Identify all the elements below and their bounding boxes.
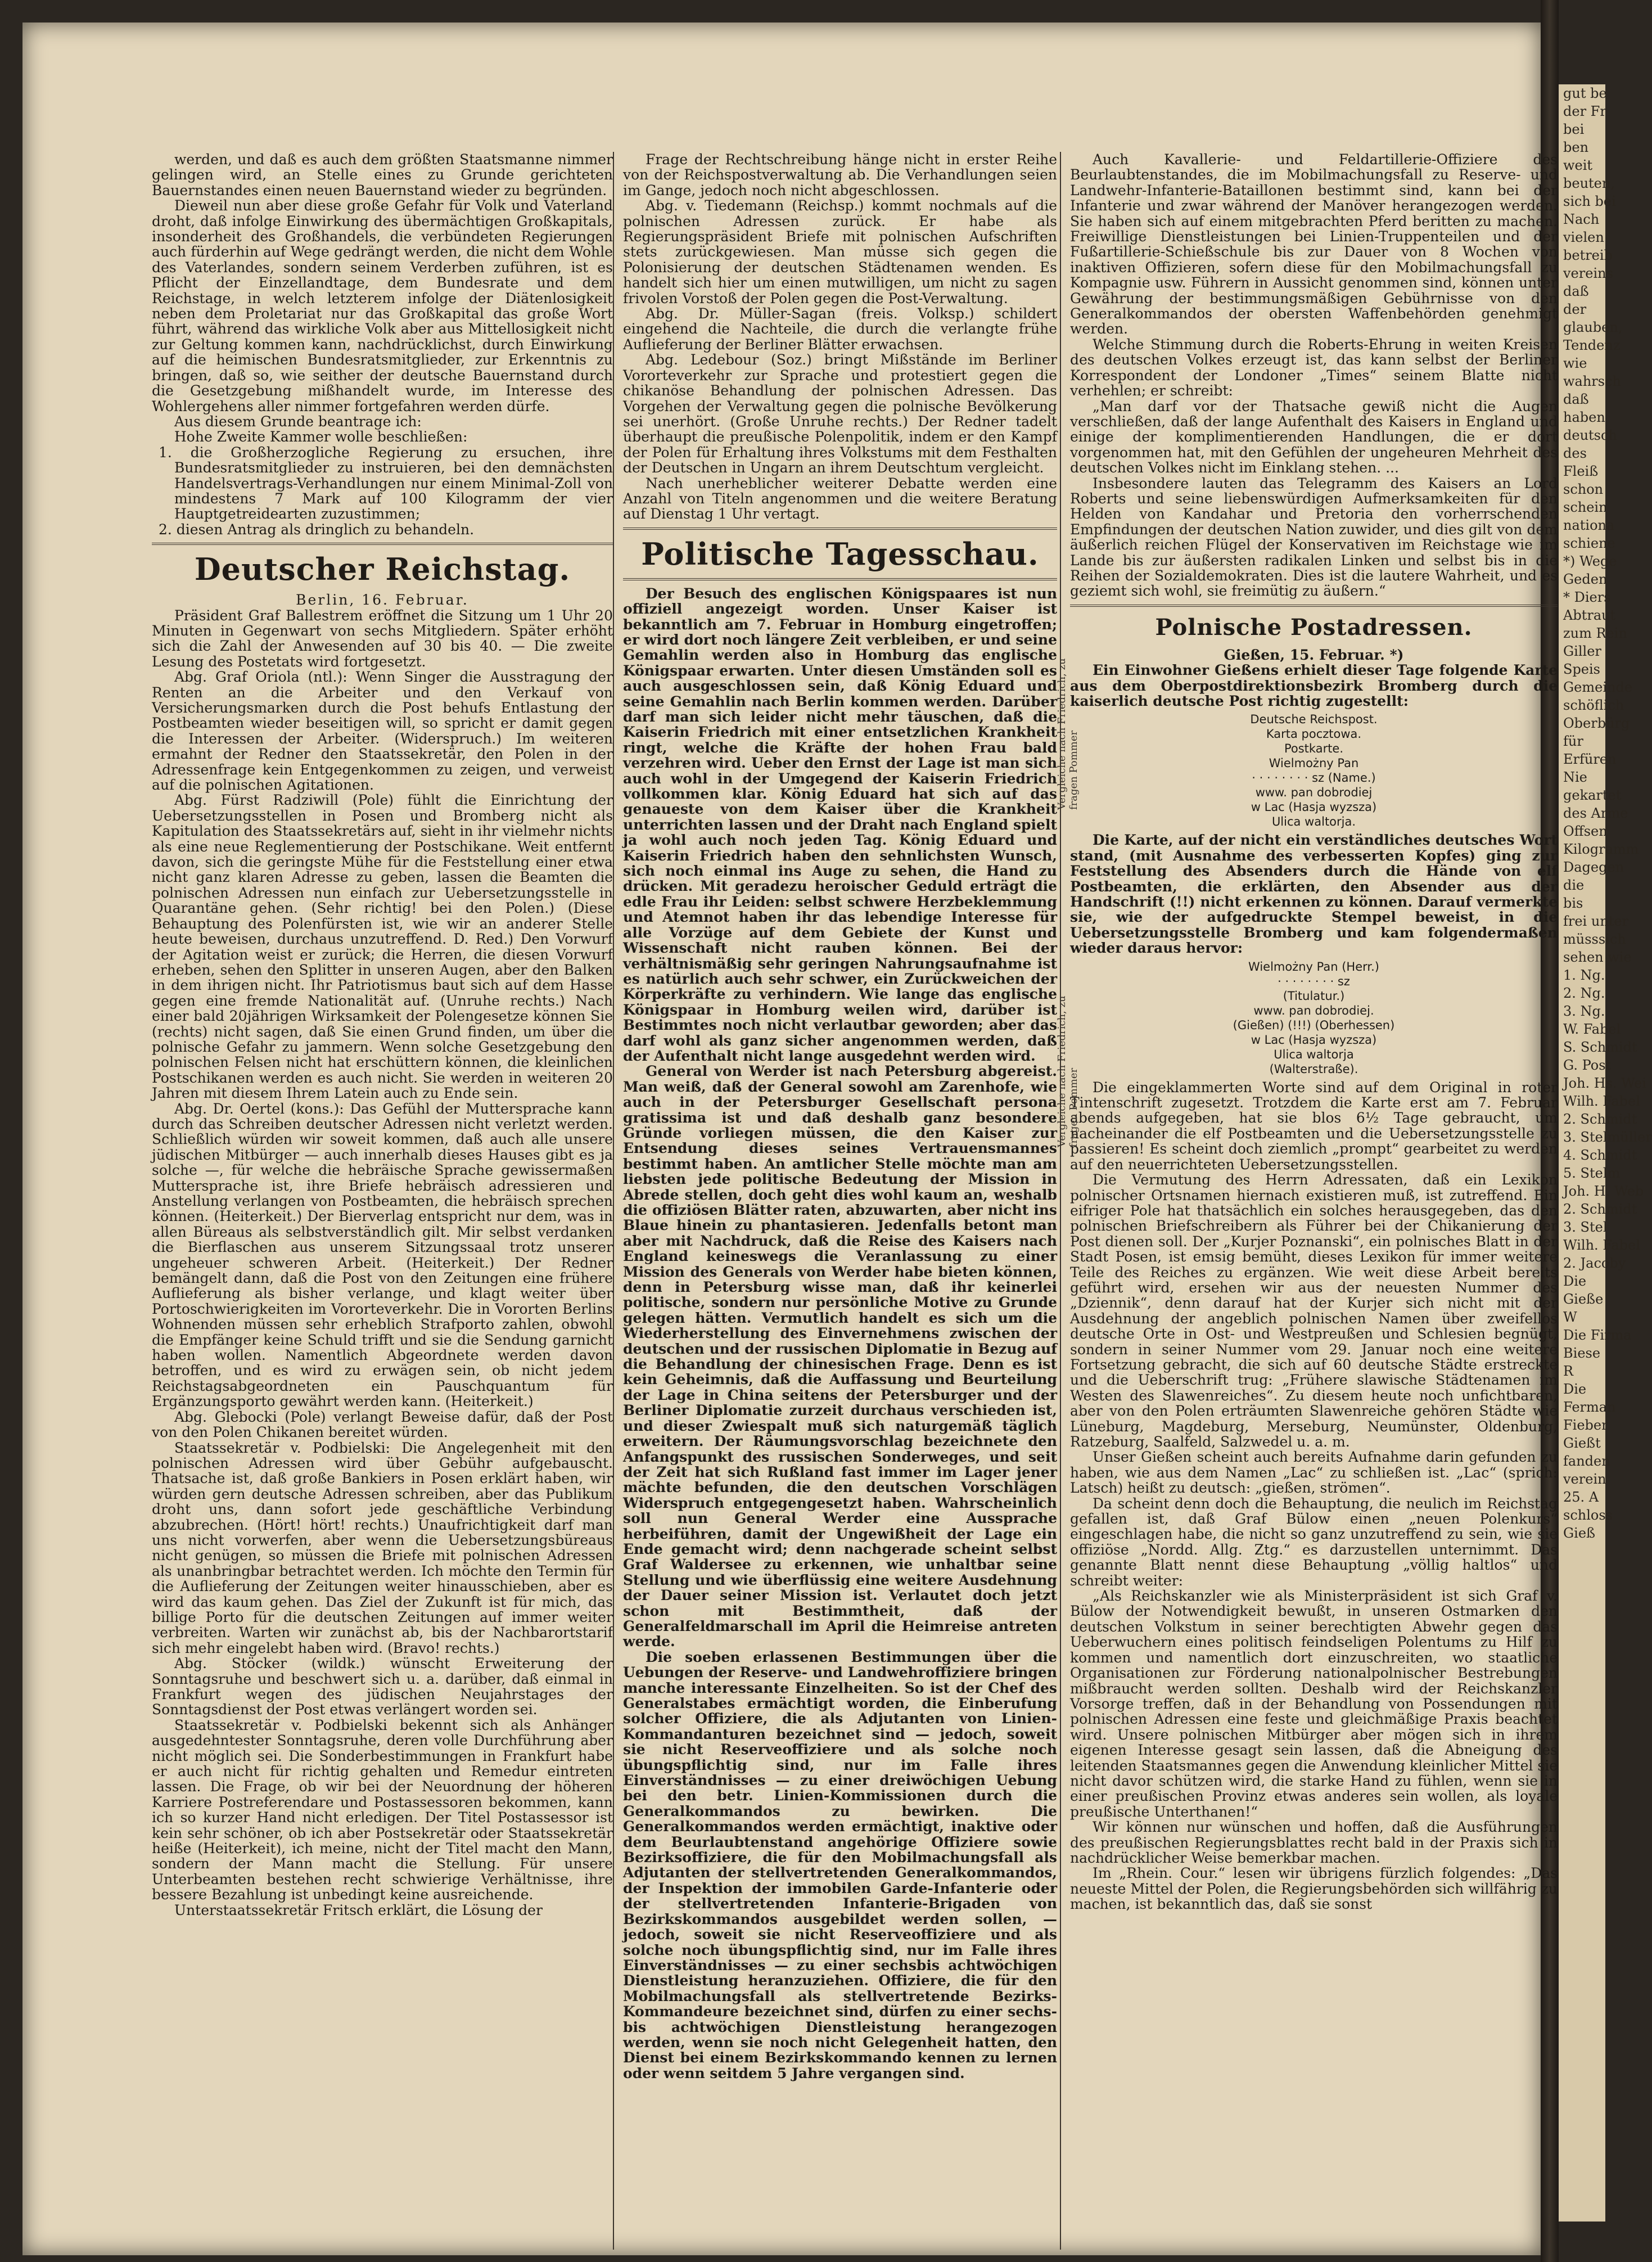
article-paragraph: Abg. Fürst Radziwill (Pole) fühlt die Einrichtung der Uebersetzungsstellen in Posen und Bromberg nicht als Kapitulation des Staatssekretärs auf, sieht in ihr vielmehr nichts als eine neue Reglementierung der Postschikane. Weit entfernt davon, sich die geringste Mühe für die Feststellung einer etwa nicht ganz klaren Adresse zu geben, lassen die Beamten die polnischen Adressen nun einfach zur Uebersetzungsstelle in Quarantäne gehen. (Sehr richtig! bei den Polen.) (Diese Behauptung des Polenfürsten ist, wie wir an anderer Stelle heute beweisen, durchaus unzutreffend. D. Red.) Den Vorwurf der Agitation weist er zurück; die Herren, die diesen Vorwurf erheben, sehen den Splitter in unseren Augen, aber den Balken in dem ihrigen nicht. Ihr Patriotismus baut sich auf dem Hasse gegen eine fremde Nationalität auf. (Unruhe rechts.) Nach einer bald 20jährigen Wirksamkeit der Polengesetze können Sie (rechts) nicht sagen, daß Sie einen Grund finden, um über die polnische Gefahr zu jammern. Wenn solche Gesetzgebung den polnischen Felsen nicht hat erschüttern können, die kleinlichen Postschikanen werden es auch nicht. Sie werden in weiteren 20 Jahren mit diesem Ihrem Latein auch zu Ende sein. [152, 792, 613, 1102]
adjacent-page-fragment: Joh. Hs. Wei [1563, 1075, 1646, 1091]
adjacent-page-fragment: daß [1563, 391, 1589, 407]
adjacent-page-fragment: schiene [1563, 535, 1615, 551]
postcard-line: (Gießen) (!!!) (Oberhessen) [1233, 1018, 1395, 1032]
column-1 [152, 152, 613, 2250]
adjacent-page-fragment: glauben, [1563, 319, 1623, 335]
adjacent-page-fragment: vereins [1563, 265, 1613, 281]
article-paragraph: Insbesondere lauten das Telegramm des Kaisers an Lord Roberts und seine liebenswürdigen Aufmerksamkeiten für den Helden von Kandahar und Pretoria den vorherrschenden Empfindungen der deutschen Nation zuwider, und dies gilt von dem äußerlich reichen Flügel der Konservativen im Reichstage wie im Lande bis zur äußersten radikalen Linken und selbst bis in die Reihen der Sozialdemokraten. Dies ist die lautere Wahrheit, und es geziemt sich wohl, sie freimütig zu äußern.“ [1070, 475, 1558, 600]
adjacent-page-fragment: Gieße [1563, 1291, 1604, 1307]
adjacent-page-fragment: Die Firma [1563, 1327, 1632, 1343]
adjacent-page-fragment: daß [1563, 283, 1589, 299]
adjacent-page-fragment: R [1563, 1363, 1574, 1379]
article-paragraph: Die eingeklammerten Worte sind auf dem Original in roter Tintenschrift zugesetzt. Trotzdem die Karte erst am 7. Februar abends aufgegeben, hat sie blos 6½ Tage gebraucht, um nacheinander die elf Postbeamten und die Uebersetzungsstelle zu passieren! Es scheint doch ziemlich „prompt“ gearbeitet zu werden auf den neuerrichteten Uebersetzungsstellen. [1070, 1079, 1558, 1173]
article-paragraph: „Als Reichskanzler wie als Ministerpräsident ist sich Graf v. Bülow der Notwendigkeit bewußt, in unseren Ostmarken den deutschen Volkstum in seiner berechtigten Abwehr gegen das Ueberwuchern eines politisch feindseligen Polentums zu Hilf zu kommen und namentlich dort einzuschreiten, wo staatliche Organisationen zur Förderung nationalpolnischer Bestrebungen mißbraucht werden sollten. Deshalb wird der Reichskanzler Vorsorge treffen, daß in der Behandlung von Possendungen mit polnischen Adressen eine feste und gleichmäßige Praxis beachtet wird. Unsere polnischen Mitbürger aber mögen sich in ihrem eigenen Interesse gesagt sein lassen, daß die Abneigung des leitenden Staatsmannes gegen die Anwendung kleinlicher Mittel sie nicht davor schützen wird, die starke Hand zu fühlen, wenn sie in einer preußischen Provinz etwas anderes sein wollen, als loyale preußische Unterthanen!“ [1070, 1588, 1558, 1820]
article-paragraph: Auch Kavallerie- und Feldartillerie-Offiziere des Beurlaubtenstandes, die im Mobilmachungsfall zu Reserve- und Landwehr-Infanterie-Bataillonen bestimmt sind, kann bei der Infanterie und zwar während der Manöver herangezogen werden. Sie haben sich auf einem mitgebrachten Pferd beritten zu machen. Freiwillige Dienstleistungen bei Linien-Truppenteilen und der Fußartillerie-Schießschule bis zur Dauer von 8 Wochen von inaktiven Offizieren, sofern diese für den Mobilmachungsfall zu Kompagnie usw. Führern in Aussicht genommen sind, können unter Gewährung der bestimmungsmäßigen Gebührnisse von den Generalkommandos der obersten Waffenbehörden genehmigt werden. [1070, 151, 1558, 337]
adjacent-page-fragment: 2. Ng. [1563, 985, 1605, 1001]
article-paragraph: Unterstaatssekretär Fritsch erklärt, die Lösung der [174, 1901, 543, 1918]
adjacent-page-fragment: Kilogramm [1563, 841, 1639, 857]
postcard-transcription-translated [1070, 959, 1558, 1076]
adjacent-page-fragment: müsssich [1563, 931, 1626, 947]
adjacent-page-fragment: Nie [1563, 769, 1587, 785]
adjacent-page-fragment: Dagegen [1563, 859, 1624, 875]
adjacent-page-fragment: bei [1563, 121, 1585, 137]
dateline: Gießen, 15. Februar. *) [1224, 646, 1404, 663]
adjacent-page-fragment: die [1563, 877, 1585, 893]
adjacent-page-fragment: gekartet [1563, 787, 1622, 803]
adjacent-page-fragment: haben [1563, 409, 1605, 425]
article-paragraph: Welche Stimmung durch die Roberts-Ehrung in weiten Kreisen des deutschen Volkes erzeugt ist, das kann selbst der Berliner Korrespondent der Londoner „Times“ seinem Blatte nicht verhehlen; er schreibt: [1070, 336, 1558, 399]
margin-stamp: Vergleiche nach Friedrich, zu fragen Pommer [1056, 995, 1080, 1147]
adjacent-page-fragment: 2. Schmidt [1563, 1111, 1637, 1127]
article-paragraph: Abg. Dr. Müller-Sagan (freis. Volksp.) schildert eingehend die Nachteile, die durch die verlangte frühe Auflieferung der Berliner Blätter erwachsen. [623, 305, 1057, 353]
adjacent-page-fragment: Abtraut [1563, 607, 1616, 623]
adjacent-page-fragment: Wilh. Fabel [1563, 1093, 1640, 1109]
adjacent-page-fragment: Offsen [1563, 823, 1608, 839]
newspaper-page [22, 22, 1558, 2255]
postcard-line: (Titulatur.) [1283, 989, 1345, 1003]
postcard-line: Deutsche Reichspost. [1250, 713, 1378, 727]
postcard-line: · · · · · · · · sz [1278, 974, 1350, 988]
adjacent-page-fragment: nationa [1563, 517, 1615, 533]
postcard-line: www. pan dobrodiej [1255, 786, 1373, 800]
postcard-line: w Lac (Hasja wyzsza) [1251, 1033, 1377, 1047]
article-paragraph: Unser Gießen scheint auch bereits Aufnahme darin gefunden zu haben, wie aus dem Namen „Lac“ zu schließen ist. „Lac“ (sprich: Latsch) heißt zu deutsch: „gießen, strömen“. [1070, 1449, 1558, 1497]
adjacent-page-fragment: 3. Stel [1563, 1219, 1608, 1235]
adjacent-page-fragment: Die [1563, 1273, 1587, 1289]
article-paragraph: Wir können nur wünschen und hoffen, daß die Ausführungen des preußischen Regierungsblattes recht bald in der Praxis sich in nachdrücklicher Weise bemerkbar machen. [1070, 1819, 1558, 1866]
adjacent-page-fragment: schon [1563, 481, 1604, 497]
section-rule [152, 543, 613, 545]
motion-list-item: 1. die Großherzogliche Regierung zu ersuchen, ihre Bundesratsmitglieder zu instruieren, bei den demnächsten Handelsvertrags-Verhandlungen nur einem Minimal-Zoll von mindestens 7 Mark auf 100 Kilogramm der vier Hauptgetreidearten zuzustimmen; [159, 444, 613, 522]
adjacent-page-fragment: vielen [1563, 229, 1604, 245]
adjacent-page-fragment: Fleiß [1563, 463, 1599, 479]
adjacent-page-fragment: gut be [1563, 85, 1607, 101]
adjacent-page-fragment: des [1563, 445, 1587, 461]
adjacent-page-fragment: 25. A [1563, 1489, 1599, 1505]
adjacent-page-fragment: W [1563, 1309, 1577, 1325]
adjacent-page-fragment: 3. Ng. [1563, 1003, 1605, 1019]
article-paragraph: Die Karte, auf der nicht ein verständliches deutsches Wort stand, (mit Ausnahme des verbesserten Kopfes) ging zur Feststellung des Absenders durch die Hände von elf Postbeamten, die erklärten, den Absender aus der Handschrift (!!) nicht erkennen zu können. Darauf vermerkte sie, wie der aufgedruckte Stempel beweist, in die Uebersetzungsstelle Bromberg und kam folgendermaßen wieder daraus hervor: [1070, 832, 1558, 957]
postcard-line: (Walterstraße). [1269, 1062, 1358, 1076]
section-rule [623, 578, 1057, 580]
adjacent-page-fragment: sich bei [1563, 193, 1616, 209]
postcard-line: Postkarte. [1284, 742, 1344, 756]
adjacent-page-fragment: Erfüren [1563, 751, 1617, 767]
adjacent-page-fragment: deutsch [1563, 427, 1617, 443]
adjacent-page-fragment: Die [1563, 1381, 1587, 1397]
section-heading-reichstag: Deutscher Reichstag. [194, 551, 571, 588]
postcard-line: Ulica waltorja. [1271, 815, 1356, 829]
section-rule [1070, 605, 1558, 607]
dateline: Berlin, 16. Februar. [296, 592, 469, 609]
adjacent-page-fragment: Fieber [1563, 1417, 1608, 1433]
adjacent-page-fragment: bis [1563, 895, 1583, 911]
adjacent-page-fragment: 3. Stelmüller [1563, 1129, 1652, 1145]
adjacent-page-fragment: für [1563, 733, 1583, 749]
adjacent-page-fragment: Biese [1563, 1345, 1601, 1361]
article-paragraph: Frage der Rechtschreibung hänge nicht in erster Reihe von der Reichspostverwaltung ab. Die Verhandlungen seien im Gange, jedoch noch nicht abgeschlossen. [623, 151, 1057, 199]
article-paragraph: Da scheint denn doch die Behauptung, die neulich im Reichstag gefallen ist, daß Graf Bülow einen „neuen Polenkurs“ eingeschlagen habe, die nicht so ganz unzutreffend zu sein, wie sie offiziöse „Nordd. Allg. Ztg.“ es darzustellen unternimmt. Das genannte Blatt nennt diese Behauptung „völlig haltlos“ und schreibt weiter: [1070, 1495, 1558, 1589]
article-paragraph: Nach unerheblicher weiterer Debatte werden eine Anzahl von Titeln angenommen und die weitere Beratung auf Dienstag 1 Uhr vertagt. [623, 475, 1057, 522]
adjacent-page-fragment: Tendenz [1563, 337, 1621, 353]
adjacent-page-fragment: G. Post [1563, 1057, 1612, 1073]
margin-stamp: Vergleiche nach Friedrich, zu fragen Pommer [1056, 658, 1080, 810]
adjacent-page-fragment: der [1563, 301, 1587, 317]
adjacent-page-fragment: Gemeinde [1563, 679, 1633, 695]
article-paragraph: Staatssekretär v. Podbielski: Die Angelegenheit mit den polnischen Adressen wird über Gebühr aufgebauscht. Thatsache ist, daß große Bankiers in Posen erklärt haben, wir würden gern deutsche Adressen schreiben, aber das Publikum droht uns, dann sofort jede geschäftliche Verbindung abzubrechen. (Hört! hört! rechts.) Unaufrichtigkeit darf man uns nicht vorwerfen, aber wenn die Uebersetzungsbüreaus nicht genügen, so müssen die Briefe mit polnischen Adressen als unanbringbar betrachtet werden. Ich möchte den Termin für die Auflieferung der Zeitungen weiter hinausschieben, aber es wird das kaum gehen. Das Ziel der Zukunft ist für mich, das billige Porto für die deutschen Zeitungen auf immer weiter verbreiten. Warten wir zunächst ab, bis der Nachbarortstarif sich mehr eingelebt haben wird. (Bravo! rechts.) [152, 1439, 613, 1656]
adjacent-page-fragment: Speis [1563, 661, 1600, 677]
adjacent-page-fragment: Joh. H. Web [1563, 1183, 1644, 1199]
adjacent-page-fragment: fanden [1563, 1453, 1610, 1469]
adjacent-page-fragment: wahrsch [1563, 373, 1621, 389]
article-paragraph: Ein Einwohner Gießens erhielt dieser Tage folgende Karte aus dem Oberpostdirektionsbezirk Bromberg durch die kaiserlich deutsche Post richtig zugestellt: [1070, 662, 1558, 709]
motion-list-item: 2. diesen Antrag als dringlich zu behandeln. [159, 521, 475, 538]
postcard-line: www. pan dobrodiej. [1253, 1003, 1374, 1017]
postcard-line: · · · · · · · · sz (Name.) [1252, 771, 1376, 785]
adjacent-page-fragment: Ferman [1563, 1399, 1616, 1415]
adjacent-page-fragment: zum Rein [1563, 625, 1627, 641]
article-paragraph: „Man darf vor der Thatsache gewiß nicht die Augen verschließen, daß der lange Aufenthalt des Kaisers in England und einige der komplimentierenden Handlungen, die er dort vorgenommen hat, mit den Gefühlen der ungeheuren Mehrheit des deutschen Volkes nicht im Einklang stehen. ... [1070, 398, 1558, 476]
article-paragraph: Abg. v. Tiedemann (Reichsp.) kommt nochmals auf die polnischen Adressen zurück. Er habe als Regierungspräsident Briefe mit polnischen Aufschriften stets zurückgewiesen. Man müsse sich gegen die Polonisierung der deutschen Städtenamen wenden. Es handelt sich hier um einen mutwilligen, um nicht zu sagen frivolen Vorstoß der Polen gegen die Post-Verwaltung. [623, 197, 1057, 307]
column-3 [1060, 152, 1558, 2250]
adjacent-page-fragment: schein [1563, 499, 1608, 515]
article-paragraph: Abg. Ledebour (Soz.) bringt Mißstände im Berliner Vororteverkehr zur Sprache und protestiert gegen die chikanöse Behandlung der polnischen Adressen. Das Vorgehen der Verwaltung gegen die polnische Bevölkerung sei unerhört. (Große Unruhe rechts.) Der Redner tadelt überhaupt die preußische Polenpolitik, indem er den Kampf der Polen für Erhaltung ihres Volkstums mit dem Festhalten der Deutschen in Ungarn an ihrem Deutschtum vergleicht. [623, 352, 1057, 476]
article-paragraph: Abg. Graf Oriola (ntl.): Wenn Singer die Ausstragung der Renten an die Arbeiter und den Verkauf von Versicherungsmarken durch die Post behufs Entlastung der Postbeamten wieder beseitigen will, so spricht er damit gegen die Interessen der Arbeiter. (Widerspruch.) Im weiteren ermahnt der Redner den Staatssekretär, den Polen in der Adressenfrage kein Entgegenkommen zu zeigen, und verweist auf die polnischen Agitationen. [152, 669, 613, 794]
adjacent-page-edge [1559, 84, 1652, 2222]
adjacent-page-fragment: der Fr [1563, 103, 1606, 119]
adjacent-page-fragment: ben [1563, 139, 1589, 155]
adjacent-page-fragment: Geden [1563, 571, 1608, 587]
adjacent-page-fragment: des Arme [1563, 805, 1628, 821]
adjacent-page-fragment: Oberbürg [1563, 715, 1630, 731]
adjacent-page-fragment: 2. Jacoby [1563, 1255, 1626, 1271]
adjacent-page-fragment: * Diers [1563, 589, 1611, 605]
adjacent-page-fragment: frei unter [1563, 913, 1629, 929]
section-heading-tagesschau: Politische Tagesschau. [641, 535, 1039, 572]
article-paragraph: Die Vermutung des Herrn Adressaten, daß ein Lexikon polnischer Ortsnamen hiernach existieren muß, ist zutreffend. Ein eifriger Pole hat thatsächlich ein solches herausgegeben, das den polnischen Briefschreibern als Führer bei der Chikanierung der Post dienen soll. Der „Kurjer Poznanski“, ein polnisches Blatt in der Stadt Posen, ist emsig bemüht, dieses Lexikon für immer weitere Teile des Reiches zu ergänzen. Wie weit diese Arbeit bereits geführt wird, ersehen wir aus der neuesten Nummer des „Dziennik“, denn darauf hat der Kurjer sich nicht mit der Ausdehnung der angeblich polnischen Namen über zweifellos deutsche Orte in Ost- und Westpreußen und Schlesien begnügt, sondern in seiner Nummer vom 29. Januar noch eine weitere Fortsetzung gebracht, die sich auf 60 deutsche Städte erstreckte und die Ueberschrift trug: „Frühere slawische Städtenamen im Westen des Slawenreiches“. Zu diesem heute noch unfichtbaren, aber von den Polen erträumten Slawenreiche gehören Städte wie Lüneburg, Magdeburg, Merseburg, Neumünster, Oldenburg, Ratzeburg, Saalfeld, Salzwedel u. a. m. [1070, 1171, 1558, 1450]
adjacent-page-fragment: beuten, [1563, 175, 1615, 191]
postcard-line: w Lac (Hasja wyzsza) [1251, 800, 1377, 814]
column-2 [613, 152, 1057, 2250]
article-paragraph: Präsident Graf Ballestrem eröffnet die Sitzung um 1 Uhr 20 Minuten in Gegenwart von sechs Mitgliedern. Später erhöht sich die Zahl der Anwesenden auf 30 bis 40. — Die zweite Lesung des Postetats wird fortgesetzt. [152, 607, 613, 670]
article-paragraph: Aus diesem Grunde beantrage ich: [174, 413, 422, 430]
postcard-line: Ulica waltorja [1274, 1047, 1354, 1061]
adjacent-page-fragment: weit [1563, 157, 1593, 173]
adjacent-page-fragment: wie [1563, 355, 1587, 371]
adjacent-page-fragment: Nach [1563, 211, 1600, 227]
adjacent-page-fragment: Wilh. Fabel [1563, 1237, 1640, 1253]
adjacent-page-fragment: *) Wege [1563, 553, 1617, 569]
article-paragraph: Abg. Stöcker (wildk.) wünscht Erweiterung der Sonntagsruhe und beschwert sich u. a. darüber, daß einmal in Frankfurt wegen des jüdischen Neujahrstages der Sonntagsdienst der Post etwas verlängert worden sei. [152, 1655, 613, 1718]
article-paragraph: werden, und daß es auch dem größten Staatsmanne nimmer gelingen wird, an Stelle eines zu Grunde gerichteten Bauernstandes einen neuen Bauernstand wieder zu begründen. [152, 151, 613, 199]
adjacent-page-fragment: schloss [1563, 1507, 1613, 1523]
adjacent-page-fragment: Giller [1563, 643, 1601, 659]
adjacent-page-fragment: Gießt [1563, 1435, 1601, 1451]
adjacent-page-fragment: verein [1563, 1471, 1606, 1487]
adjacent-page-fragment: W. Fabel [1563, 1021, 1621, 1037]
adjacent-page-fragment: S. Schmidt [1563, 1039, 1637, 1055]
article-paragraph: Der Besuch des englischen Königspaares ist nun offiziell angezeigt worden. Unser Kaiser ist bekanntlich am 7. Februar in Homburg eingetroffen; er wird dort noch längere Zeit verbleiben, er und seine Gemahlin werden also in Homburg das englische Königspaar erwarten. Unter diesen Umständen soll es auch ausgeschlossen sein, daß König Eduard und seine Gemahlin nach Berlin kommen werden. Darüber darf man sich leider nicht mehr täuschen, daß die Kaiserin Friedrich mit einer entsetzlichen Krankheit ringt, welche die Kräfte der hohen Frau bald verzehren wird. Ueber den Ernst der Lage ist man sich auch wohl in der Umgegend der Kaiserin Friedrich vollkommen klar. König Eduard hat sich auf das genaueste von dem Kaiser über die Krankheit unterrichten lassen und der Draht nach England spielt ja wohl auch noch jeden Tag. König Eduard und Kaiserin Friedrich haben den sehnlichsten Wunsch, sich noch einmal ins Auge zu sehen, die Hand zu drücken. Mit geradezu heroischer Geduld erträgt die edle Frau ihr Leiden: selbst schwere Herzbeklemmung und Atemnot haben ihr das lebendige Interesse für alle Vorzüge auf dem Gebiete der Kunst und Wissenschaft nicht rauben können. Bei der verhältnismäßig sehr geringen Nahrungsaufnahme ist es natürlich auch sehr schwer, ein Zurückweichen der Körperkräfte zu verhindern. Wie lange das englische Königspaar in Homburg weilen wird, darüber ist Bestimmtes noch nicht verlautbar geworden; aber das darf wohl als ganz sicher angenommen werden, daß der Aufenthalt nicht lange ausgedehnt werden wird. [623, 585, 1057, 1064]
adjacent-page-fragment: 2. Schmidt [1563, 1201, 1637, 1217]
adjacent-page-fragment: schöflich [1563, 697, 1624, 713]
article-paragraph: Abg. Glebocki (Pole) verlangt Beweise dafür, daß der Post von den Polen Chikanen bereitet würden. [152, 1408, 613, 1441]
adjacent-page-fragment: 5. Stelm [1563, 1165, 1621, 1181]
postcard-transcription-original [1070, 712, 1558, 829]
adjacent-page-fragment: Gieß [1563, 1525, 1596, 1541]
adjacent-page-fragment: 1. Ng. [1563, 967, 1605, 983]
adjacent-page-fragment: sehen wie [1563, 949, 1632, 965]
article-paragraph: Hohe Zweite Kammer wolle beschließen: [174, 429, 468, 445]
postcard-line: Wielmożny Pan [1269, 756, 1359, 770]
postcard-line: Karta pocztowa. [1266, 727, 1362, 741]
article-paragraph: Staatssekretär v. Podbielski bekennt sich als Anhänger ausgedehntester Sonntagsruhe, deren volle Durchführung aber nicht möglich sei. Die Sonderbestimmungen in Frankfurt habe er auch nicht für richtig gehalten und Remedur eintreten lassen. Die Frage, ob wir bei der Neuordnung der höheren Karriere Postreferendare und Postassessoren bekommen, kann ich so kurzer Hand nicht erledigen. Der Titel Postassessor ist kein sehr schöner, ob ich aber Postsekretär oder Staatssekretär heiße (Heiterkeit), ich meine, nicht der Titel macht den Mann, sondern der Mann macht die Stellung. Für unsere Unterbeamten bestehen recht schwierige Verhältnisse, ihre bessere Bezahlung ist unbedingt keine ausreichende. [152, 1716, 613, 1903]
article-paragraph: Die soeben erlassenen Bestimmungen über die Uebungen der Reserve- und Landwehroffiziere bringen manche interessante Einzelheiten. So ist der Chef des Generalstabes ermächtigt worden, die Einberufung solcher Offiziere, die als Adjutanten von Linien-Kommandanturen bezeichnet sind — jedoch, soweit sie nicht Reserveoffiziere und als solche noch übungspflichtig sind, nur im Falle ihres Einverständnisses — zu einer dreiwöchigen Uebung bei den betr. Linien-Kommissionen durch die Generalkommandos zu bewirken. Die Generalkommandos werden ermächtigt, inaktive oder dem Beurlaubtenstand angehörige Offiziere sowie Bezirksoffiziere, die für den Mobilmachungsfall als Adjutanten der stellvertretenden Generalkommandos, der Inspektion der immobilen Garde-Infanterie oder der stellvertretenden Infanterie-Brigaden von Bezirkskommandos ausgebildet werden sollen, — jedoch, soweit sie nicht Reserveoffiziere und als solche noch übungspflichtig sind, nur im Falle ihres Einverständnisses — zu einer sechsbis achtwöchigen Dienstleistung heranzuziehen. Offiziere, die für den Mobilmachungsfall als stellvertretende Bezirks-Kommandeure bezeichnet sind, dürfen zu einer sechs- bis achtwöchigen Dienstleistung herangezogen werden, wenn sie noch nicht Gelegenheit hatten, den Dienst bei einem Bezirkskommando kennen zu lernen oder wenn seitdem 5 Jahre vergangen sind. [623, 1648, 1057, 2081]
section-heading-postadressen: Polnische Postadressen. [1155, 614, 1473, 641]
article-paragraph: Abg. Dr. Oertel (kons.): Das Gefühl der Muttersprache kann durch das Schreiben deutscher Adressen nicht verletzt werden. Schließlich würden wir soweit kommen, daß auch alle unsere jüdischen Mitbürger — auch innerhalb dieses Hauses gibt es ja solche —, für welche die hebräische Sprache gewissermaßen Muttersprache ist, ihre Briefe hebräisch adressieren und Anstellung verlangen von Postbeamten, die hebräisch sprechen können. (Heiterkeit.) Der Bierverlag entspricht nur dem, was in allen Büreaus als selbstverständlich gilt. Mir selbst verdanken die Bierflaschen aus unserem Sitzungssaal trotz unserer ungeheuer schweren Arbeit. (Heiterkeit.) Der Redner bemängelt dann, daß die Post von den Zeitungen eine frühere Auflieferung als bisher verlange, und klagt weiter über Portoschwierigkeiten im Vororteverkehr. Die in Vororten Berlins Wohnenden müssen sehr erheblich Strafporto zahlen, obwohl die Empfänger keine Schuld trifft und sie die Sendung garnicht haben wollen. Namentlich Abgeordnete werden davon betroffen, und es wird zu erwägen sein, ob nicht jedem Reichstagsabgeordneten ein Pauschquantum für Ergänzungsporto gewährt werden kann. (Heiterkeit.) [152, 1100, 613, 1410]
adjacent-page-fragment: 4. Schmidt [1563, 1147, 1637, 1163]
adjacent-page-fragment: betreib [1563, 247, 1613, 263]
article-paragraph: General von Werder ist nach Petersburg abgereist. Man weiß, daß der General sowohl am Zarenhofe, wie auch in der Petersburger Gesellschaft persona gratissima ist und daß deshalb ganz besondere Gründe vorliegen müssen, die den Kaiser zur Entsendung dieses seines Vertrauensmannes bestimmt haben. An amtlicher Stelle möchte man am liebsten jede politische Bedeutung der Mission in Abrede stellen, doch geht dies wohl kaum an, weshalb die offiziösen Blätter raten, abzuwarten, aber nicht ins Blaue hinein zu phantasieren. Jedenfalls betont man aber mit Nachdruck, daß die Reise des Kaisers nach England keineswegs die Veranlassung zu einer Mission des Generals von Werder habe bieten können, denn in Petersburg wisse man, daß ihr keinerlei politische, sondern nur persönliche Motive zu Grunde gelegen hätten. Vermutlich handelt es sich um die Wiederherstellung des Einvernehmens zwischen der deutschen und der russischen Diplomatie in Bezug auf die Behandlung der chinesischen Frage. Denn es ist kein Geheimnis, daß die Auffassung und Beurteilung der Lage in China seitens der Petersburger und der Berliner Diplomatie zurzeit durchaus verschieden ist, und dieser Zwiespalt muß sich naturgemäß täglich erweitern. Der Räumungsvorschlag bezeichnete den Anfangspunkt des russischen Sonderweges, und seit der Zeit hat sich Rußland fast immer im Lager jener mächte befunden, die den deutschen Vorschlägen Widerspruch entgegengesetzt haben. Wahrscheinlich soll nun General Werder eine Aussprache herbeiführen, damit der Ungewißheit der Lage ein Ende gemacht wird; denn nachgerade scheint selbst Graf Waldersee zu erkennen, wie unhaltbar seine Stellung und wie überflüssig eine weitere Ausdehnung der Dauer seiner Mission ist. Verlautet doch jetzt schon mit Bestimmtheit, daß der Generalfeldmarschall im April die Heimreise antreten werde. [623, 1063, 1057, 1650]
article-paragraph: Dieweil nun aber diese große Gefahr für Volk und Vaterland droht, daß infolge Einwirkung des übermächtigen Großkapitals, insonderheit des Großhandels, die verbündeten Regierungen auch fürderhin auf Wege gedrängt werden, die nicht dem Wohle des Vaterlandes, sondern seinem Verderben zuführen, ist es Pflicht der Einzellandtage, dem Bundesrate und dem Reichstage, in welch letzterem infolge der Diätenlosigkeit neben dem Proletariat nur das Großkapital das große Wort führt, während das wirkliche Volk aber aus Mittellosigkeit nicht zur Geltung kommen kann, nachdrücklichst, durch Einwirkung auf die heimischen Bundesratsmitglieder, zur Erkenntnis zu bringen, daß so, wie seither der deutsche Bauernstand durch die Gesetzgebung mißhandelt wurde, im Interesse des Wohlergehens aller nimmer fortgefahren werden dürfe. [152, 197, 613, 414]
postcard-line: Wielmożny Pan (Herr.) [1248, 959, 1379, 974]
section-rule [623, 528, 1057, 530]
article-paragraph: Im „Rhein. Cour.“ lesen wir übrigens fürzlich folgendes: „Das neueste Mittel der Polen, die Regierungsbehörden sich willfährig zu machen, ist bekanntlich das, daß sie sonst [1070, 1865, 1558, 1913]
